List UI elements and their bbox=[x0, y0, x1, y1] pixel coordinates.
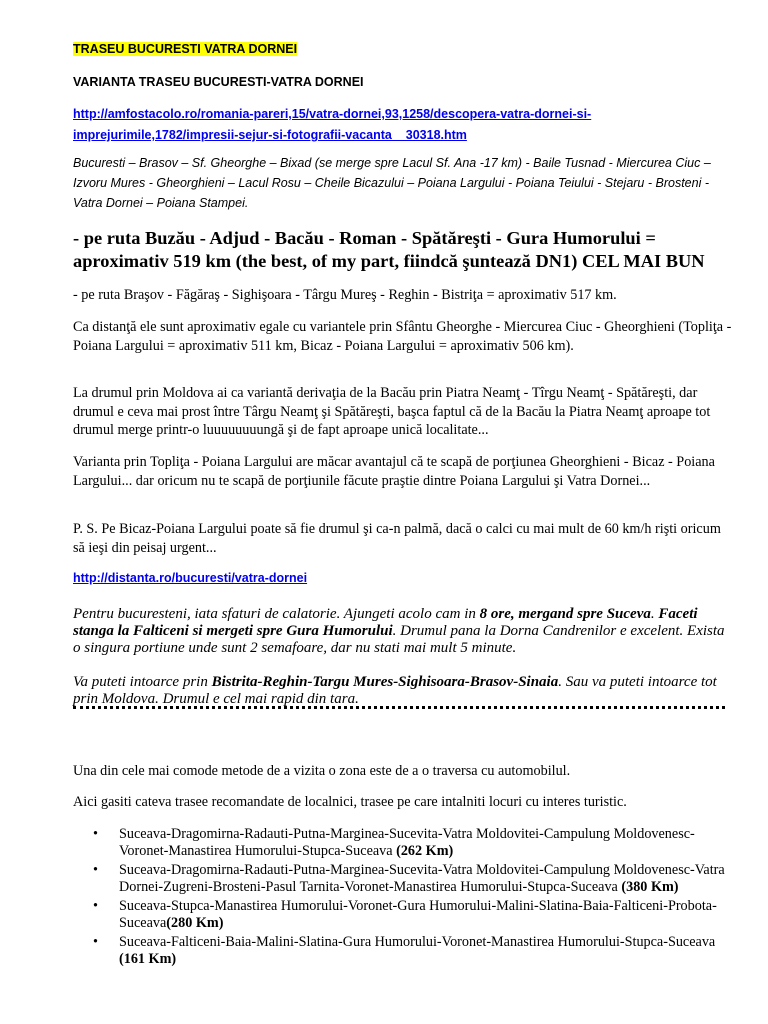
paragraph-brasov-route: - pe ruta Braşov - Făgăraş - Sighişoara - Târgu Mureş - Reghin - Bistriţa = aproximativ 517 km. bbox=[73, 287, 617, 303]
dotted-separator bbox=[73, 706, 725, 709]
bullet-icon: • bbox=[93, 862, 98, 878]
source-link-line-1[interactable]: http://amfostacolo.ro/romania-pareri,15/vatra-dornei,93,1258/descopera-vatra-dornei-si- bbox=[73, 107, 592, 121]
highlighted-title: TRASEU BUCURESTI VATRA DORNEI bbox=[73, 42, 298, 56]
travel-advice bbox=[73, 606, 733, 657]
route-description: Bucuresti – Brasov – Sf. Gheorghe – Bixad (se merge spre Lacul Sf. Ana -17 km) - Baile Tusnad - Miercurea Ciuc – Izvoru Mures - Gheorghieni – Lacul Rosu – Cheile Bicazului – Poiana Largului - Poiana Teiului - Stejaru - Brosteni - Vatra Dornei – Poiana Stampei. bbox=[73, 156, 711, 210]
bullet-icon: • bbox=[93, 826, 98, 842]
route-distance: (262 Km) bbox=[396, 842, 454, 859]
document-subtitle: VARIANTA TRASEU BUCURESTI-VATRA DORNEI bbox=[73, 75, 364, 89]
advice-bold-direction: Faceti stanga la Falticeni si mergeti spre Gura Humorului bbox=[73, 606, 698, 639]
list-item bbox=[73, 934, 733, 967]
list-item bbox=[73, 898, 733, 931]
return-bold-route: Bistrita-Reghin-Targu Mures-Sighisoara-Brasov-Sinaia bbox=[211, 674, 559, 690]
route-text: Suceava-Dragomirna-Radauti-Putna-Marginea-Sucevita-Vatra Moldovitei-Campulung Moldovenesc-Voronet-Manastirea Humorului-Stupca-Suceava bbox=[119, 826, 695, 859]
route-distance: (380 Km) bbox=[621, 878, 679, 895]
list-item bbox=[73, 826, 733, 859]
document-title bbox=[73, 42, 733, 56]
return-text-2: . Sau va puteti intoarce tot prin Moldova. Drumul e cel mai rapid din tara. bbox=[73, 674, 717, 707]
paragraph-toplita-variant: Varianta prin Topliţa - Poiana Largului are măcar avantajul că te scapă de porţiunea Gheorghieni - Bicaz - Poiana Largului... dar oricum nu te scapă de porţiunile făcute praştie dintre Poiana Largului şi Vatra Dornei... bbox=[73, 454, 715, 489]
intro-paragraph: Una din cele mai comode metode de a vizita o zona este de a o traversa cu automobilul. bbox=[73, 763, 571, 779]
route-list bbox=[73, 826, 733, 970]
routes-intro-paragraph: Aici gasiti cateva trasee recomandate de localnici, trasee pe care intalniti locuri cu interes turistic. bbox=[73, 794, 627, 810]
route-text: Suceava-Falticeni-Baia-Malini-Slatina-Gura Humorului-Voronet-Manastirea Humorului-Stupca-Suceava bbox=[119, 934, 716, 950]
paragraph-distance-comparison: Ca distanţă ele sunt aproximativ egale cu variantele prin Sfântu Gheorghe - Miercurea Ciuc - Gheorghieni (Topliţa - Poiana Largului = aproximativ 511 km, Bicaz - Poiana Largului = aproximativ 506 km). bbox=[73, 319, 732, 354]
distance-link-block bbox=[73, 571, 733, 585]
paragraph-ps-note: P. S. Pe Bicaz-Poiana Largului poate să fie drumul şi ca-n palmă, dacă o calci cu mai mult de 60 km/h rişti oricum să ieşi din peisaj urgent... bbox=[73, 521, 721, 556]
advice-text-3: . Drumul pana la Dorna Candrenilor e excelent. Exista o singura portiune unde sunt 2 semafoare, dar nu stati mai mult 5 minute. bbox=[73, 623, 725, 656]
distance-link[interactable]: http://distanta.ro/bucuresti/vatra-dornei bbox=[73, 571, 308, 585]
route-text: Suceava-Stupca-Manastirea Humorului-Voronet-Gura Humorului-Malini-Slatina-Baia-Falticeni-Probota-Suceava bbox=[119, 898, 717, 931]
bullet-icon: • bbox=[93, 934, 98, 950]
paragraph-moldova-variant: La drumul prin Moldova ai ca variantă derivaţia de la Bacău prin Piatra Neamţ - Tîrgu Neamţ - Spătăreşti, dar drumul e ceva mai prost între Târgu Neamţ şi Spătăreşti, başca faptul că de la Bacău la Piatra Neamţ aproape tot drumul merge printr-o luuuuuuuungă şi de fapt aproape unică localitate... bbox=[73, 385, 711, 438]
list-item bbox=[73, 862, 733, 895]
route-text: Suceava-Dragomirna-Radauti-Putna-Marginea-Sucevita-Vatra Moldovitei-Campulung Moldovenesc-Vatra Dornei-Zugreni-Brosteni-Pasul Tarnita-Voronet-Manastirea Humorului-Stupca-Suceava bbox=[119, 862, 725, 895]
advice-text-1: Pentru bucuresteni, iata sfaturi de calatorie. Ajungeti acolo cam in bbox=[73, 606, 480, 622]
route-distance: (161 Km) bbox=[119, 950, 177, 967]
return-text-1: Va puteti intoarce prin bbox=[73, 674, 212, 690]
route-distance: (280 Km) bbox=[166, 914, 224, 931]
best-route-headline: - pe ruta Buzău - Adjud - Bacău - Roman - Spătăreşti - Gura Humorului = aproximativ 519 km (the best, of my part, fiindcă şuntează DN1) CEL MAI BUN bbox=[73, 228, 705, 271]
source-link-block bbox=[73, 104, 733, 146]
bullet-icon: • bbox=[93, 898, 98, 914]
source-link-line-2[interactable]: imprejurimile,1782/impresii-sejur-si-fotografii-vacanta__30318.htm bbox=[73, 128, 467, 142]
return-advice bbox=[73, 674, 733, 708]
advice-text-2: . bbox=[650, 606, 659, 622]
advice-bold-time: 8 ore, mergand spre Suceva bbox=[479, 606, 651, 622]
